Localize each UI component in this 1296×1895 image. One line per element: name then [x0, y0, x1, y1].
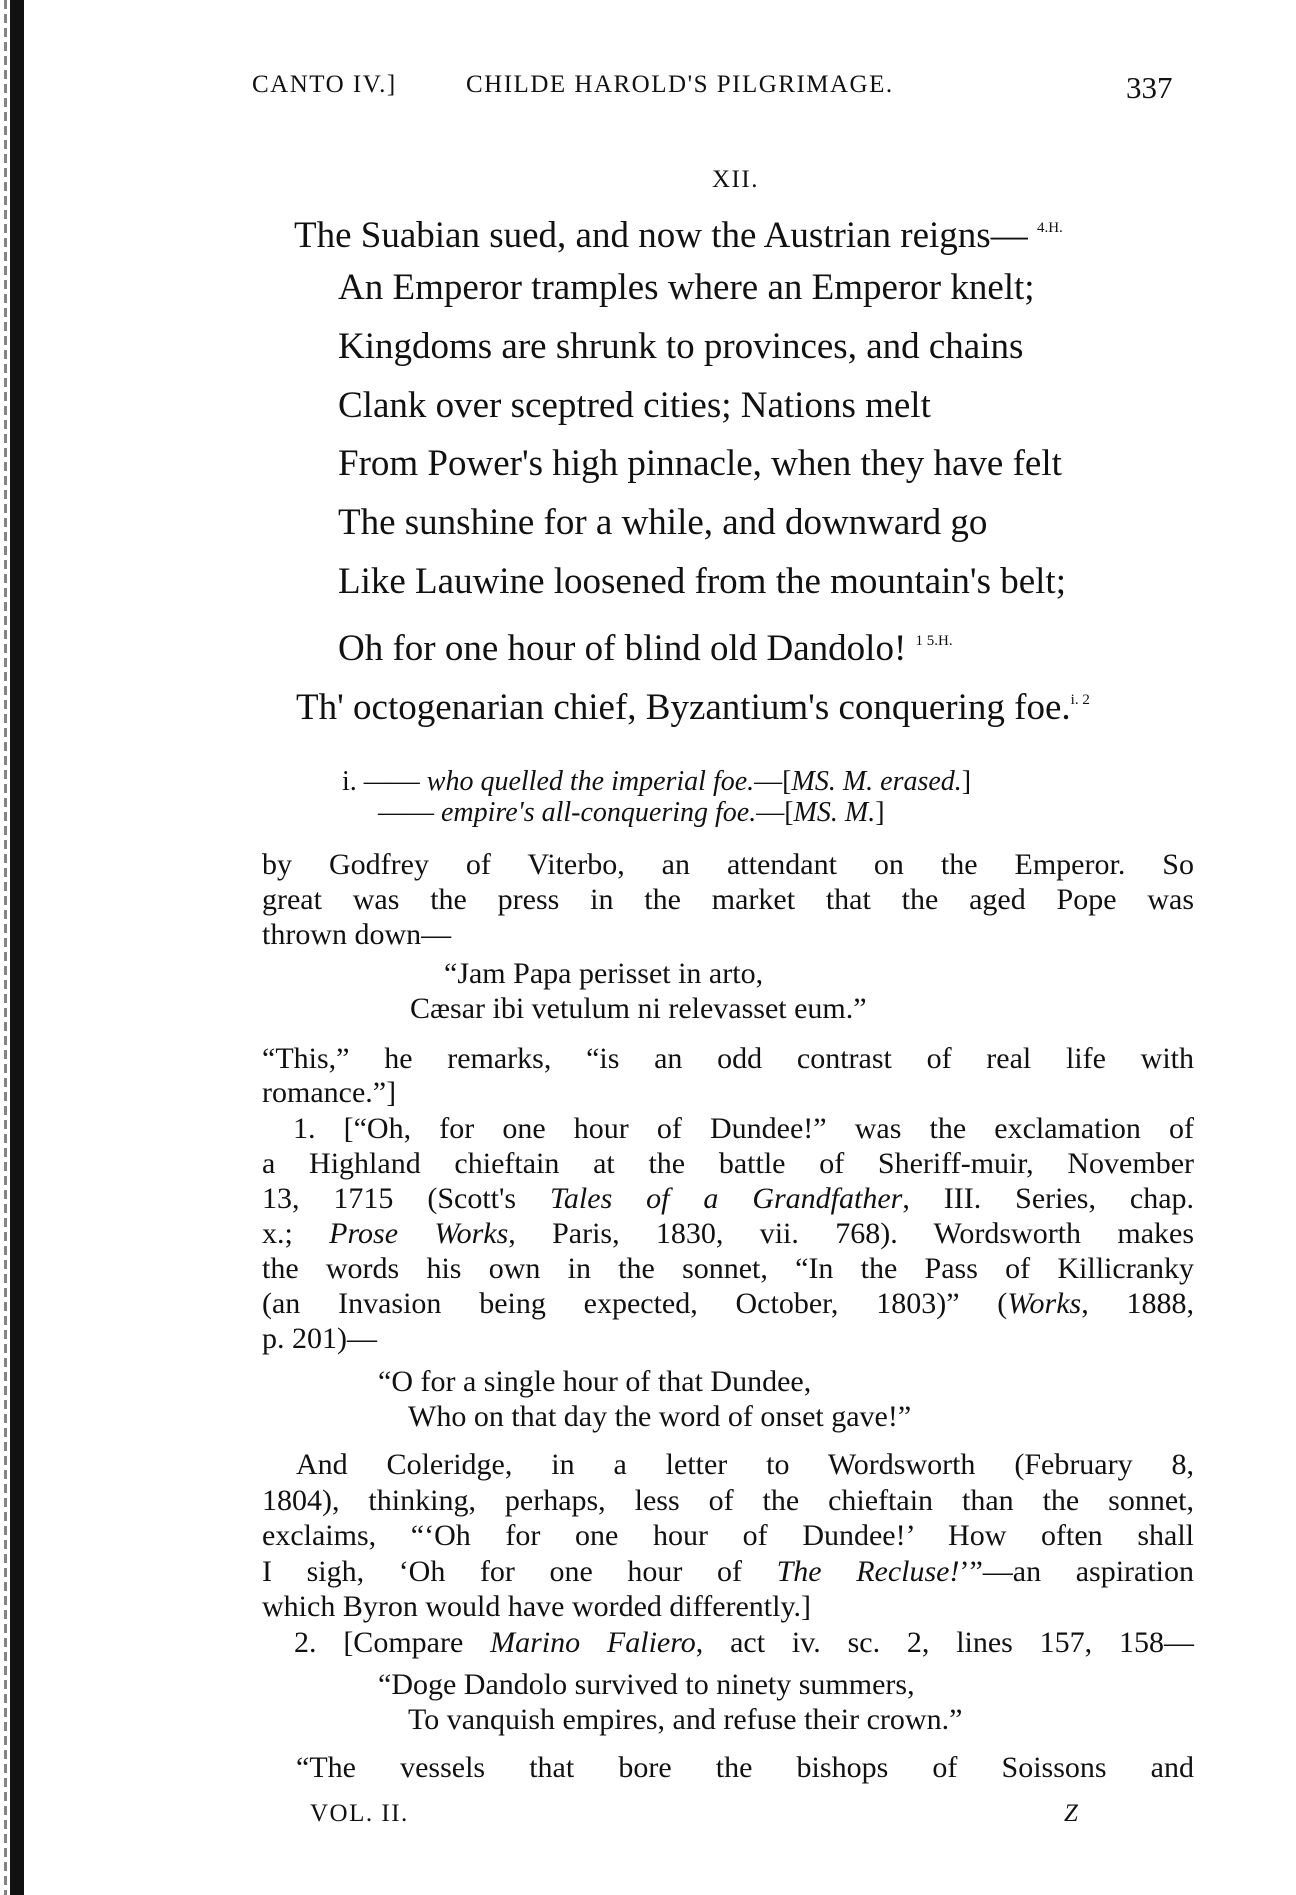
note-line: [262, 1077, 396, 1108]
text-segment: “Doge Dandolo survived to ninety summers,: [378, 1668, 915, 1701]
verse-line: [338, 563, 1066, 601]
running-head-title: CHILDE HAROLD'S PILGRIMAGE.: [466, 71, 894, 98]
text-segment: Oh for one hour of blind old Dandolo!: [338, 628, 916, 669]
signature-mark: VOL. II.: [310, 1800, 409, 1827]
quoted-verse: [378, 1366, 811, 1397]
note-line: [294, 1627, 1194, 1658]
text-segment: 1804), thinking, perhaps, less of the chieftain than the sonnet,: [262, 1484, 1194, 1517]
verse-line: [338, 622, 953, 668]
verse-line: [338, 387, 931, 425]
text-segment: i. ——: [342, 766, 427, 797]
text-segment: “This,” he remarks, “is an odd contrast of real life with: [262, 1042, 1194, 1075]
note-line: [262, 1288, 1194, 1319]
note-line: [262, 1591, 811, 1622]
note-line: [296, 1752, 1194, 1783]
running-head-canto: CANTO IV.]: [252, 71, 397, 98]
text-segment: I sigh, ‘Oh for one hour of: [262, 1555, 777, 1588]
text-segment: Clank over sceptred cities; Nations melt: [338, 385, 931, 426]
text-segment: exclaims, “‘Oh for one hour of Dundee!’ How often shall: [262, 1519, 1194, 1552]
verse-line: [294, 209, 1063, 255]
note-reference: 1 5.H.: [915, 633, 953, 649]
variant-reading: [378, 798, 885, 827]
text-segment: x.;: [262, 1217, 330, 1250]
note-line: [262, 1148, 1194, 1179]
text-segment: the words his own in the sonnet, “In the Pass of Killicranky: [262, 1252, 1194, 1285]
text-segment: The sunshine for a while, and downward go: [338, 502, 988, 543]
text-segment: “O for a single hour of that Dundee,: [378, 1365, 812, 1398]
page-binding-edge: [10, 0, 24, 1895]
verse-line: [338, 504, 987, 542]
text-segment: 13, 1715 (Scott's: [262, 1182, 550, 1215]
note-line: [262, 1556, 1194, 1587]
text-segment: 2. [Compare: [294, 1626, 491, 1659]
italic-text: MS. M.: [793, 797, 876, 828]
verse-line: [338, 445, 1062, 483]
note-line: [293, 1113, 1194, 1144]
note-reference: i. 2: [1070, 692, 1090, 708]
text-segment: Like Lauwine loosened from the mountain's belt;: [338, 561, 1066, 602]
text-segment: thrown down—: [262, 918, 452, 951]
text-segment: (an Invasion being expected, October, 1803)” (: [262, 1287, 1008, 1320]
text-segment: 1. [“Oh, for one hour of Dundee!” was the exclamation of: [293, 1112, 1194, 1145]
note-line: [262, 1218, 1194, 1249]
note-line: [262, 1323, 377, 1354]
variant-reading: [342, 767, 971, 796]
text-segment: ]: [961, 766, 972, 797]
text-segment: “The vessels that bore the bishops of Soissons and: [296, 1751, 1194, 1784]
text-segment: Th' octogenarian chief, Byzantium's conquering foe.: [296, 687, 1071, 728]
italic-text: Works: [1007, 1287, 1082, 1320]
quoted-verse: [444, 958, 763, 989]
note-line: [262, 1485, 1194, 1516]
note-line: [262, 884, 1194, 915]
italic-text: The Recluse!: [776, 1555, 960, 1588]
note-line: [262, 1520, 1194, 1551]
note-line: [262, 919, 451, 950]
stanza-number: XII.: [712, 166, 759, 193]
text-segment: which Byron would have worded differently.]: [262, 1590, 812, 1623]
italic-text: Marino Faliero: [490, 1626, 696, 1659]
text-segment: ]: [875, 797, 885, 828]
text-segment: Who on that day the word of onset gave!”: [408, 1400, 912, 1433]
text-segment: a Highland chieftain at the battle of Sheriff-muir, November: [262, 1147, 1194, 1180]
italic-text: MS. M. erased.: [791, 766, 962, 797]
text-segment: Cæsar ibi vetulum ni relevasset eum.”: [410, 992, 867, 1025]
text-segment: To vanquish empires, and refuse their crown.”: [408, 1703, 963, 1736]
page-binding-shadow: [4, 0, 7, 1895]
text-segment: —[: [754, 766, 792, 797]
text-segment: An Emperor tramples where an Emperor knelt;: [338, 267, 1035, 308]
text-segment: p. 201)—: [262, 1322, 377, 1355]
italic-text: Prose Works: [329, 1217, 509, 1250]
note-line: [262, 849, 1194, 880]
text-segment: , III. Series, chap.: [902, 1182, 1195, 1215]
text-segment: great was the press in the market that the aged Pope was: [262, 883, 1194, 916]
text-segment: From Power's high pinnacle, when they have felt: [338, 443, 1062, 484]
verse-line: [338, 269, 1035, 307]
italic-text: Tales of a Grandfather: [550, 1182, 903, 1215]
note-reference: 4.H.: [1036, 220, 1063, 236]
gathering-mark: Z: [1064, 1800, 1080, 1827]
text-segment: , Paris, 1830, vii. 768). Wordsworth makes: [508, 1217, 1195, 1250]
note-line: [296, 1449, 1194, 1480]
text-segment: , act iv. sc. 2, lines 157, 158—: [695, 1626, 1194, 1659]
text-segment: Kingdoms are shrunk to provinces, and chains: [338, 326, 1024, 367]
text-segment: ——: [378, 797, 441, 828]
note-line: [262, 1183, 1194, 1214]
verse-line: [338, 328, 1023, 366]
text-segment: by Godfrey of Viterbo, an attendant on the Emperor. So: [262, 848, 1194, 881]
quoted-verse: [408, 1401, 911, 1432]
text-segment: , 1888,: [1081, 1287, 1195, 1320]
quoted-verse: [378, 1669, 915, 1700]
text-segment: ’”—an aspiration: [959, 1555, 1195, 1588]
text-segment: romance.”]: [262, 1076, 397, 1109]
quoted-verse: [410, 993, 867, 1024]
text-segment: —[: [756, 797, 794, 828]
italic-text: empire's all-conquering foe.: [441, 797, 757, 828]
note-line: [262, 1253, 1194, 1284]
note-line: [262, 1043, 1194, 1074]
page-number: 337: [1126, 70, 1173, 105]
verse-line: [296, 681, 1090, 727]
text-segment: “Jam Papa perisset in arto,: [444, 957, 764, 990]
text-segment: The Suabian sued, and now the Austrian reigns—: [294, 215, 1037, 256]
text-segment: And Coleridge, in a letter to Wordsworth (February 8,: [296, 1448, 1194, 1481]
quoted-verse: [408, 1704, 962, 1735]
italic-text: who quelled the imperial foe.: [426, 766, 755, 797]
